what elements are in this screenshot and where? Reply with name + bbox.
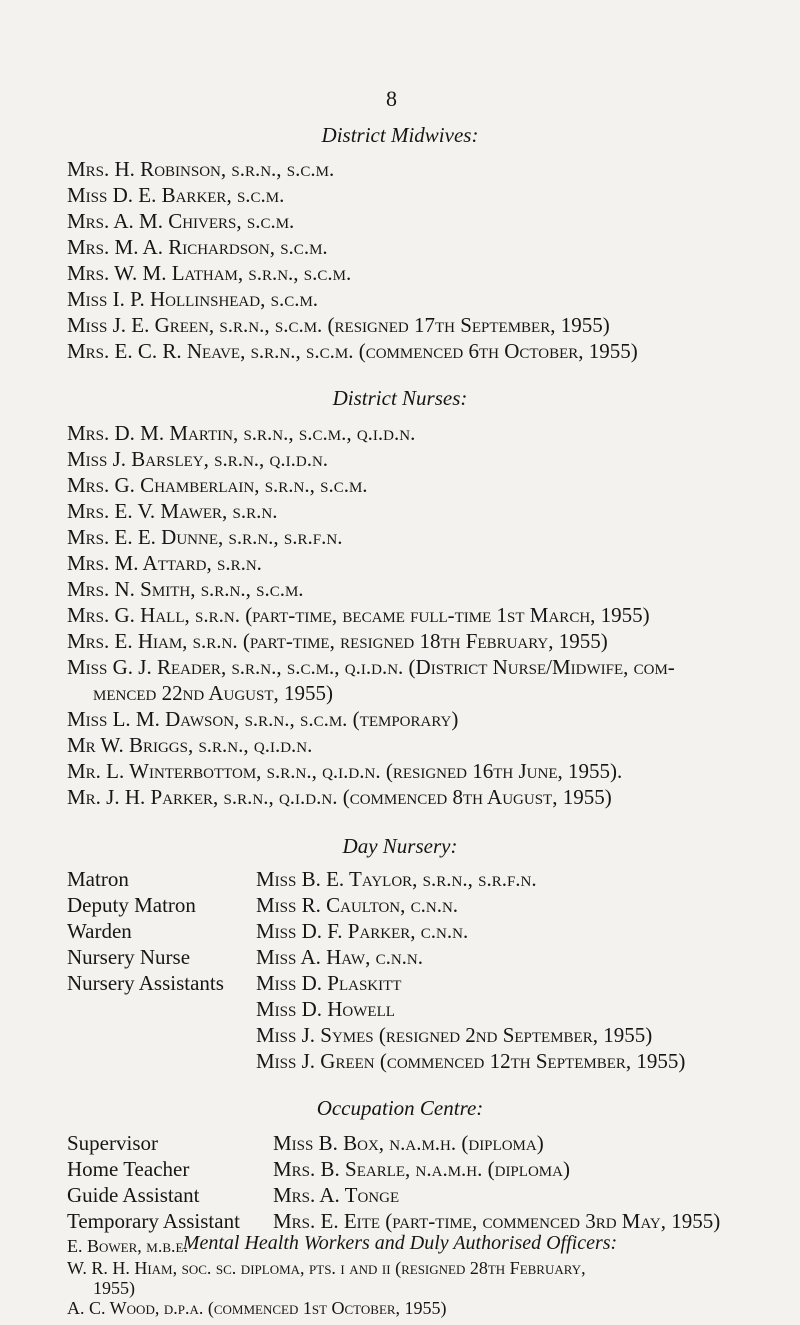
nursery-role-label: Matron bbox=[67, 867, 129, 891]
midwife-entry: Mrs. W. M. Latham, s.r.n., s.c.m. bbox=[67, 261, 352, 285]
nurses-heading: District Nurses: bbox=[332, 386, 468, 410]
midwife-entry: Mrs. M. A. Richardson, s.c.m. bbox=[67, 235, 328, 259]
nurse-entry: Mr. L. Winterbottom, s.r.n., q.i.d.n. (resigned 16th June, 1955). bbox=[67, 759, 623, 783]
occupation-role-label: Home Teacher bbox=[67, 1157, 190, 1181]
midwife-entry: Mrs. E. C. R. Neave, s.r.n., s.c.m. (commenced 6th October, 1955) bbox=[67, 339, 638, 363]
occupation-entry: Mrs. E. Eite (part-time, commenced 3rd May, 1955) bbox=[273, 1209, 721, 1233]
nursery-role-label: Deputy Matron bbox=[67, 893, 196, 917]
nurse-entry: Miss G. J. Reader, s.r.n., s.c.m., q.i.d.n. (District Nurse/Midwife, com- bbox=[67, 655, 675, 679]
nursery-entry: Miss B. E. Taylor, s.r.n., s.r.f.n. bbox=[256, 867, 537, 891]
occupation-role-label: Supervisor bbox=[67, 1131, 158, 1155]
nurse-entry-continuation: menced 22nd August, 1955) bbox=[93, 681, 333, 705]
midwife-entry: Mrs. H. Robinson, s.r.n., s.c.m. bbox=[67, 157, 335, 181]
nursery-entry: Miss D. F. Parker, c.n.n. bbox=[256, 919, 469, 943]
nursery-entry: Miss J. Symes (resigned 2nd September, 1955) bbox=[256, 1023, 653, 1047]
nursery-entry: Miss J. Green (commenced 12th September, 1955) bbox=[256, 1049, 686, 1073]
mental-health-entry: E. Bower, m.b.e. bbox=[67, 1236, 188, 1256]
nurse-entry: Mrs. M. Attard, s.r.n. bbox=[67, 551, 262, 575]
midwife-entry: Mrs. A. M. Chivers, s.c.m. bbox=[67, 209, 295, 233]
nursery-entry: Miss D. Plaskitt bbox=[256, 971, 402, 995]
nurse-entry: Mrs. E. E. Dunne, s.r.n., s.r.f.n. bbox=[67, 525, 343, 549]
midwife-entry: Miss J. E. Green, s.r.n., s.c.m. (resigned 17th September, 1955) bbox=[67, 313, 610, 337]
midwives-heading: District Midwives: bbox=[321, 123, 479, 147]
midwife-entry: Miss I. P. Hollinshead, s.c.m. bbox=[67, 287, 319, 311]
mental-health-entry-continuation: 1955) bbox=[93, 1278, 135, 1298]
nurse-entry: Mrs. G. Hall, s.r.n. (part-time, became full-time 1st March, 1955) bbox=[67, 603, 650, 627]
occupation-role-label: Guide Assistant bbox=[67, 1183, 200, 1207]
mental-health-entry: A. C. Wood, d.p.a. (commenced 1st October, 1955) bbox=[67, 1298, 447, 1318]
occupation-entry: Miss B. Box, n.a.m.h. (diploma) bbox=[273, 1131, 544, 1155]
nurse-entry: Mr W. Briggs, s.r.n., q.i.d.n. bbox=[67, 733, 313, 757]
occupation-role-label: Temporary Assistant bbox=[67, 1209, 240, 1233]
nurse-entry: Miss J. Barsley, s.r.n., q.i.d.n. bbox=[67, 447, 329, 471]
occupation-entry: Mrs. A. Tonge bbox=[273, 1183, 400, 1207]
nurse-entry: Mrs. D. M. Martin, s.r.n., s.c.m., q.i.d.n. bbox=[67, 421, 416, 445]
nurse-entry: Mrs. E. Hiam, s.r.n. (part-time, resigned 18th February, 1955) bbox=[67, 629, 608, 653]
occupation-heading: Occupation Centre: bbox=[316, 1096, 484, 1120]
occupation-entry: Mrs. B. Searle, n.a.m.h. (diploma) bbox=[273, 1157, 570, 1181]
nursery-entry: Miss R. Caulton, c.n.n. bbox=[256, 893, 459, 917]
page-number: 8 bbox=[386, 86, 397, 111]
nurse-entry: Miss L. M. Dawson, s.r.n., s.c.m. (temporary) bbox=[67, 707, 459, 731]
nurse-entry: Mrs. N. Smith, s.r.n., s.c.m. bbox=[67, 577, 304, 601]
mental-health-entry: W. R. H. Hiam, soc. sc. diploma, pts. i and ii (resigned 28th February, bbox=[67, 1258, 586, 1278]
nursery-entry: Miss D. Howell bbox=[256, 997, 395, 1021]
nursery-role-label: Nursery Nurse bbox=[67, 945, 191, 969]
mental-health-heading: Mental Health Workers and Duly Authorised Officers: bbox=[182, 1232, 618, 1254]
nursery-entry: Miss A. Haw, c.n.n. bbox=[256, 945, 423, 969]
nursery-role-label: Nursery Assistants bbox=[67, 971, 224, 995]
nurse-entry: Mr. J. H. Parker, s.r.n., q.i.d.n. (commenced 8th August, 1955) bbox=[67, 785, 612, 809]
nurse-entry: Mrs. E. V. Mawer, s.r.n. bbox=[67, 499, 278, 523]
nursery-heading: Day Nursery: bbox=[342, 834, 458, 858]
nursery-role-label: Warden bbox=[67, 919, 132, 943]
midwife-entry: Miss D. E. Barker, s.c.m. bbox=[67, 183, 285, 207]
nurse-entry: Mrs. G. Chamberlain, s.r.n., s.c.m. bbox=[67, 473, 368, 497]
